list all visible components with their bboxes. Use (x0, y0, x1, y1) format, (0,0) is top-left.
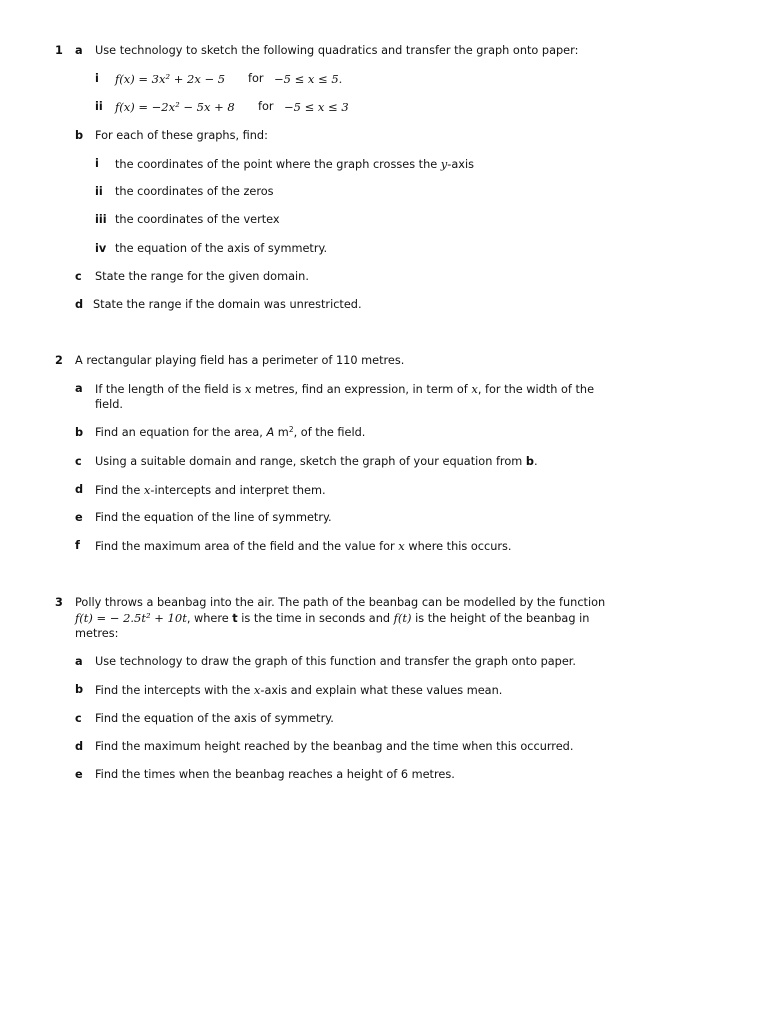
part-label: f (75, 539, 80, 552)
part-text: Use technology to sketch the following quadratics and transfer the graph onto paper: (95, 44, 579, 57)
question-intro: Polly throws a beanbag into the air. The path of the beanbag can be modelled by the function (75, 596, 606, 609)
part-text: Find the x-intercepts and interpret them. (95, 483, 326, 497)
part-label: c (75, 270, 82, 283)
subpart-label: ii (95, 100, 103, 113)
part-label: b (75, 683, 84, 696)
part-text: State the range if the domain was unrestricted. (93, 298, 362, 311)
part-label: a (75, 655, 83, 668)
part-label: a (75, 382, 83, 395)
part-text: Find the maximum area of the field and the value for x where this occurs. (95, 539, 512, 553)
domain-expression: −5 ≤ x ≤ 3 (284, 100, 349, 114)
part-text: Using a suitable domain and range, sketch the graph of your equation from b. (95, 455, 538, 468)
subpart-label: i (95, 157, 99, 170)
subpart-text: the coordinates of the point where the graph crosses the y-axis (115, 157, 475, 171)
part-text: Find the maximum height reached by the beanbag and the time when this occurred. (95, 740, 574, 753)
part-text: Find the intercepts with the x-axis and explain what these values mean. (95, 683, 503, 697)
part-label: c (75, 455, 82, 468)
question-number: 2 (55, 354, 63, 367)
part-label: b (75, 426, 84, 439)
question-intro-cont: f(t) = − 2.5t² + 10t, where t is the time in seconds and f(t) is the height of the beanbag in (75, 611, 590, 625)
function-expression: f(x) = 3x² + 2x − 5 (115, 72, 226, 86)
part-label: a (75, 44, 83, 57)
subpart-label: ii (95, 185, 103, 198)
function-expression: f(x) = −2x² − 5x + 8 (115, 100, 235, 114)
domain-expression: −5 ≤ x ≤ 5. (274, 72, 343, 86)
subpart-text: the equation of the axis of symmetry. (115, 242, 328, 255)
part-text: State the range for the given domain. (95, 270, 309, 283)
part-text: For each of these graphs, find: (95, 129, 268, 142)
part-label: d (75, 740, 84, 753)
part-text: Find the times when the beanbag reaches a height of 6 metres. (95, 768, 455, 781)
part-label: e (75, 768, 83, 781)
part-label: d (75, 483, 84, 496)
part-text: Find the equation of the axis of symmetry. (95, 712, 334, 725)
part-label: d (75, 298, 84, 311)
part-text: If the length of the field is x metres, find an expression, in term of x, for the width of the (95, 382, 595, 396)
part-text: Use technology to draw the graph of this function and transfer the graph onto paper. (95, 655, 576, 668)
part-label: e (75, 511, 83, 524)
part-label: b (75, 129, 84, 142)
subpart-label: iii (95, 213, 107, 226)
subpart-label: iv (95, 242, 107, 255)
question-intro-cont: metres: (75, 627, 119, 640)
subpart-text: the coordinates of the zeros (115, 185, 274, 198)
part-text-cont: field. (95, 398, 123, 411)
question-number: 3 (55, 596, 63, 609)
for-word: for (258, 100, 274, 113)
part-text: Find an equation for the area, A $m^2$, of the field. (95, 425, 366, 439)
subpart-text: the coordinates of the vertex (115, 213, 280, 226)
for-word: for (248, 72, 264, 85)
part-text: Find the equation of the line of symmetry. (95, 511, 332, 524)
part-label: c (75, 712, 82, 725)
subpart-label: i (95, 72, 99, 85)
question-number: 1 (55, 44, 63, 57)
question-intro: A rectangular playing field has a perimeter of 110 metres. (75, 354, 405, 367)
